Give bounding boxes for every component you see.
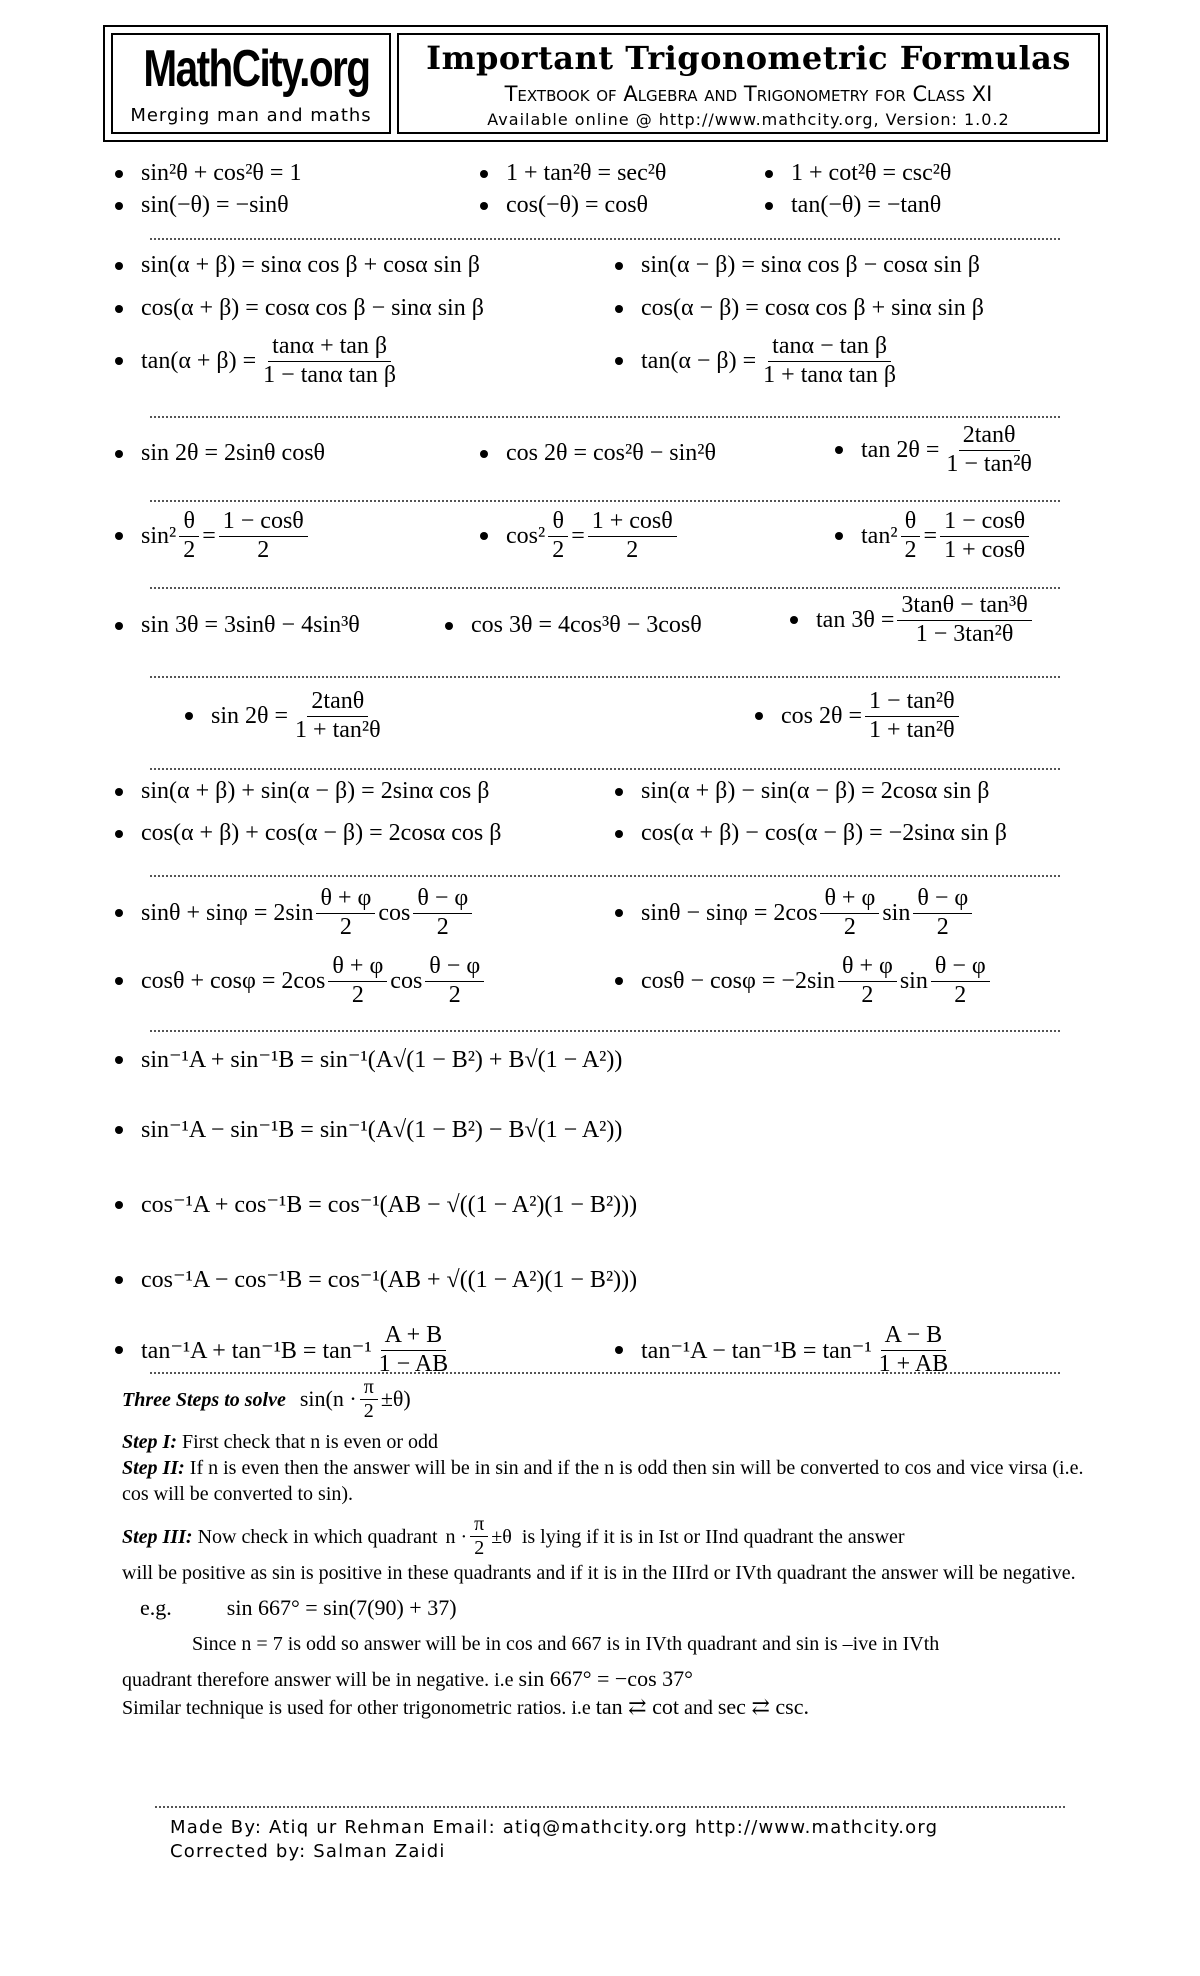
formula-item [445,612,702,639]
therefore-row [122,1665,1087,1694]
step-text: Now check in which quadrant [197,1525,438,1548]
denominator: 1 − tan²θ [946,450,1032,477]
formula-item [115,1045,622,1074]
similar-row [122,1693,1087,1722]
formula-lhs: tan⁻¹A − tan⁻¹B = tan⁻¹ [641,1337,872,1364]
formula-item [615,885,975,941]
fraction [838,953,897,1009]
numerator: 1 − cosθ [219,508,308,537]
numerator: θ − φ [931,953,990,982]
formula-item [765,192,941,219]
formula-item [115,885,475,941]
step-label: Step III: [122,1525,193,1548]
bullet-icon [115,305,123,313]
fraction [931,953,990,1009]
bullet-icon [115,1201,123,1209]
denominator: 2 [339,913,352,940]
steps-heading: Three Steps to solve [122,1388,286,1411]
numerator: θ − φ [413,885,472,914]
fraction [316,885,375,941]
formula-item [115,192,289,219]
bullet-icon [615,1346,623,1354]
numerator: π [360,1376,378,1400]
denominator: 1 + cosθ [944,536,1026,563]
bullet-icon [480,532,488,540]
footer [170,1816,938,1865]
heading-expr-post: ±θ) [380,1386,411,1412]
denominator: 2 [552,536,565,563]
formula-text: sin²θ + cos²θ = 1 [141,160,302,186]
formula-lhs: sinθ + sinφ = 2sin [141,899,314,926]
numerator: θ − φ [913,885,972,914]
step3-expr-post: ±θ [491,1525,512,1548]
bullet-icon [615,305,623,313]
formula-item [615,1322,955,1378]
formula-lhs: tan² [861,522,898,549]
formula-item [115,252,480,279]
bullet-icon [480,202,488,210]
formula-text: sin 3θ = 3sinθ − 4sin³θ [141,612,360,638]
fraction [470,1513,488,1560]
fraction [865,688,959,744]
footer-corrected: Corrected by: Salman Zaidi [170,1841,446,1863]
formula-lhs: cos 2θ = [781,702,863,729]
bullet-icon [615,977,623,985]
step3-continuation: will be positive as sin is positive in these quadrants and if it is in the IIIrd or IVth quadrant the answer will be negative. [122,1562,1076,1584]
three-steps-section [122,1376,1087,1722]
fraction [291,688,385,744]
denominator: 1 + tan²θ [295,716,381,743]
formula-item [115,1190,637,1219]
numerator: θ + φ [838,953,897,982]
step-2 [122,1455,1087,1507]
therefore-expression: sin 667° = −cos 37° [518,1665,693,1691]
page-subtitle: Textbook of Algebra and Trigonometry for Class XI [504,82,993,106]
fraction [425,953,484,1009]
bullet-icon [115,450,123,458]
fraction [179,508,199,564]
bullet-icon [115,262,123,270]
similar-and: and [683,1697,713,1720]
numerator: tanα − tan β [768,333,891,362]
bullet-icon [835,446,843,454]
formula-item [115,295,484,322]
steps-heading-row [122,1376,1087,1423]
formula-item [115,1265,637,1294]
denominator: 2 [351,981,364,1008]
formula-text: sin(−θ) = −sinθ [141,192,289,218]
formula-text: sin(α − β) = sinα cos β − cosα sin β [641,252,980,278]
numerator: 1 + cosθ [588,508,677,537]
divider [150,238,1060,240]
formula-text: sin(α + β) + sin(α − β) = 2sinα cos β [141,778,490,804]
fraction [360,1376,378,1423]
numerator: θ − φ [425,953,484,982]
formula-item [755,688,962,744]
bullet-icon [755,712,763,720]
formula-text: sin⁻¹A + sin⁻¹B = sin⁻¹(A√(1 − B²) + B√(1 − A²)) [141,1047,623,1073]
denominator: 2 [448,981,461,1008]
bullet-icon [115,788,123,796]
formula-item [615,295,984,322]
step3-expr-pre: n · [445,1525,468,1548]
example-row [122,1594,1087,1623]
bullet-icon [115,202,123,210]
fraction [328,953,387,1009]
divider [150,676,1060,678]
numerator: π [470,1513,488,1537]
denominator: 2 [626,536,639,563]
similar-expression-1: tan ⇄ cot [595,1694,679,1720]
formula-item [115,160,301,187]
bullet-icon [615,262,623,270]
bullet-icon [115,977,123,985]
numerator: tanα + tan β [268,333,391,362]
formula-text: tan(−θ) = −tanθ [791,192,942,218]
formula-text: cos⁻¹A − cos⁻¹B = cos⁻¹(AB + √((1 − A²)(1 − B²))) [141,1267,638,1293]
divider [150,500,1060,502]
formula-lhs: cos² [506,522,546,549]
divider [150,1030,1060,1032]
denominator: 1 − tanα tan β [263,361,397,388]
formula-item [790,592,1035,648]
similar-text: Similar technique is used for other trigonometric ratios. i.e [122,1697,591,1720]
numerator: θ [548,508,568,537]
numerator: 1 − tan²θ [865,688,959,717]
divider [150,587,1060,589]
formula-item [115,508,311,564]
formula-item [115,1322,455,1378]
denominator: 2 [363,1400,374,1422]
formula-lhs: sin² [141,522,177,549]
bullet-icon [765,202,773,210]
denominator: 1 + tan²θ [869,716,955,743]
formula-text: sin(α + β) − sin(α − β) = 2cosα sin β [641,778,990,804]
fraction [913,885,972,941]
bullet-icon [115,170,123,178]
tagline: Merging man and maths [130,105,372,126]
denominator: 1 + AB [878,1350,949,1377]
denominator: 2 [183,536,196,563]
numerator: 1 − cosθ [940,508,1029,537]
bullet-icon [115,830,123,838]
formula-item [115,820,501,847]
formula-part: sin [882,899,911,926]
formula-item [480,440,716,467]
bullet-icon [835,532,843,540]
formula-item [115,440,325,467]
formula-text: cos 2θ = cos²θ − sin²θ [506,440,716,466]
fraction [875,1322,953,1378]
divider [150,1372,1060,1374]
fraction [588,508,677,564]
bullet-icon [115,357,123,365]
formula-text: sin(α + β) = sinα cos β + cosα sin β [141,252,480,278]
denominator: 2 [843,913,856,940]
formula-item [615,820,1007,847]
denominator: 1 − AB [378,1350,449,1377]
fraction [548,508,568,564]
formula-text: cos 3θ = 4cos³θ − 3cosθ [471,612,702,638]
formula-lhs: sinθ − sinφ = 2cos [641,899,818,926]
bullet-icon [615,357,623,365]
denominator: 1 − 3tan²θ [915,620,1014,647]
fraction [259,333,400,389]
formula-text: sin⁻¹A − sin⁻¹B = sin⁻¹(A√(1 − B²) − B√(1 − A²)) [141,1117,623,1143]
bullet-icon [765,170,773,178]
example-expression: sin 667° = sin(7(90) + 37) [226,1595,457,1620]
formula-text: cos(α − β) = cosα cos β + sinα sin β [641,295,984,321]
fraction [897,592,1031,648]
formula-item [115,1115,622,1144]
formula-item [615,953,993,1009]
fraction [942,422,1036,478]
denominator: 1 + tanα tan β [763,361,897,388]
example-label: e.g. [140,1595,172,1620]
bullet-icon [445,622,453,630]
divider [150,768,1060,770]
numerator: θ [901,508,921,537]
bullet-icon [480,170,488,178]
formula-text: cos(α + β) = cosα cos β − sinα sin β [141,295,484,321]
formula-lhs: tan 2θ = [861,436,940,463]
formula-lhs: tan⁻¹A + tan⁻¹B = tan⁻¹ [141,1337,372,1364]
formula-text: cos⁻¹A + cos⁻¹B = cos⁻¹(AB − √((1 − A²)(1 − B²))) [141,1192,638,1218]
formula-item [480,508,680,564]
bullet-icon [615,830,623,838]
formula-text: sin 2θ = 2sinθ cosθ [141,440,326,466]
footer-divider [155,1806,1065,1808]
since-text: Since n = 7 is odd so answer will be in cos and 667 is in IVth quadrant and sin is –ive in IVth [192,1632,940,1655]
formula-item [765,160,951,187]
formula-lhs: tan(α − β) = [641,347,757,374]
denominator: 2 [474,1537,485,1559]
formula-lhs: cosθ + cosφ = 2cos [141,967,326,994]
formula-part: sin [899,967,928,994]
divider [150,875,1060,877]
availability-note: Available online @ http://www.mathcity.org, Version: 1.0.2 [487,110,1010,129]
formula-item [115,778,489,805]
fraction [375,1322,453,1378]
equals-sign: = [923,522,938,549]
heading-expr-pre: sin(n · [299,1386,357,1412]
formula-part: cos [378,899,411,926]
step-3 [122,1513,1087,1560]
formula-text: 1 + cot²θ = csc²θ [791,160,952,186]
denominator: 2 [436,913,449,940]
step-1 [122,1429,1087,1455]
formula-item [115,953,487,1009]
numerator: θ + φ [316,885,375,914]
denominator: 2 [936,913,949,940]
fraction [759,333,900,389]
therefore-text: quadrant therefore answer will be in negative. i.e [122,1668,514,1691]
divider [150,416,1060,418]
bullet-icon [790,616,798,624]
formula-lhs: cosθ − cosφ = −2sin [641,967,835,994]
formula-lhs: tan(α + β) = [141,347,257,374]
title-box [397,33,1100,134]
formula-item [615,778,989,805]
numerator: 3tanθ − tan³θ [897,592,1031,621]
numerator: 2tanθ [307,688,368,717]
denominator: 2 [904,536,917,563]
formula-item [615,252,980,279]
header [103,25,1108,142]
bullet-icon [115,1056,123,1064]
fraction [940,508,1029,564]
formula-item [115,333,403,389]
equals-sign: = [202,522,216,549]
similar-expression-2: sec ⇄ csc. [717,1694,809,1720]
bullet-icon [185,712,193,720]
numerator: θ [179,508,199,537]
brand-box [111,33,391,134]
formula-text: cos(α + β) + cos(α − β) = 2cosα cos β [141,820,502,846]
bullet-icon [480,450,488,458]
fraction [413,885,472,941]
bullet-icon [615,909,623,917]
fraction [901,508,921,564]
denominator: 2 [861,981,874,1008]
brand-logo: MathCity.org [143,40,370,98]
formula-part: cos [390,967,423,994]
formula-item [480,192,648,219]
fraction [820,885,879,941]
denominator: 2 [954,981,967,1008]
numerator: θ + φ [820,885,879,914]
step-text: First check that n is even or odd [182,1431,439,1453]
bullet-icon [115,1346,123,1354]
formula-item [615,333,903,389]
formula-item [115,612,360,639]
equals-sign: = [571,522,585,549]
bullet-icon [115,909,123,917]
formula-item [480,160,666,187]
bullet-icon [615,788,623,796]
step-text: If n is even then the answer will be in sin and if the n is odd then sin will be converted to cos and vice virsa (i.e. cos will be converted to sin). [122,1457,1084,1505]
formula-item [835,422,1039,478]
step-text: is lying if it is in Ist or IInd quadrant the answer [521,1525,905,1548]
page-title: Important Trigonometric Formulas [426,39,1071,77]
numerator: 2tanθ [959,422,1020,451]
formula-lhs: sin 2θ = [211,702,289,729]
numerator: A + B [381,1322,447,1351]
numerator: A − B [881,1322,947,1351]
step-label: Step I: [122,1431,177,1453]
formula-lhs: tan 3θ = [816,606,895,633]
denominator: 2 [257,536,270,563]
fraction [219,508,308,564]
formula-item [185,688,388,744]
formula-text: cos(α + β) − cos(α − β) = −2sinα sin β [641,820,1007,846]
bullet-icon [115,1126,123,1134]
bullet-icon [115,532,123,540]
formula-text: cos(−θ) = cosθ [506,192,649,218]
numerator: θ + φ [328,953,387,982]
step-label: Step II: [122,1457,185,1479]
bullet-icon [115,1276,123,1284]
formula-text: 1 + tan²θ = sec²θ [506,160,667,186]
footer-credits: Made By: Atiq ur Rehman Email: atiq@mathcity.org http://www.mathcity.org [170,1817,939,1838]
formula-item [835,508,1032,564]
bullet-icon [115,622,123,630]
